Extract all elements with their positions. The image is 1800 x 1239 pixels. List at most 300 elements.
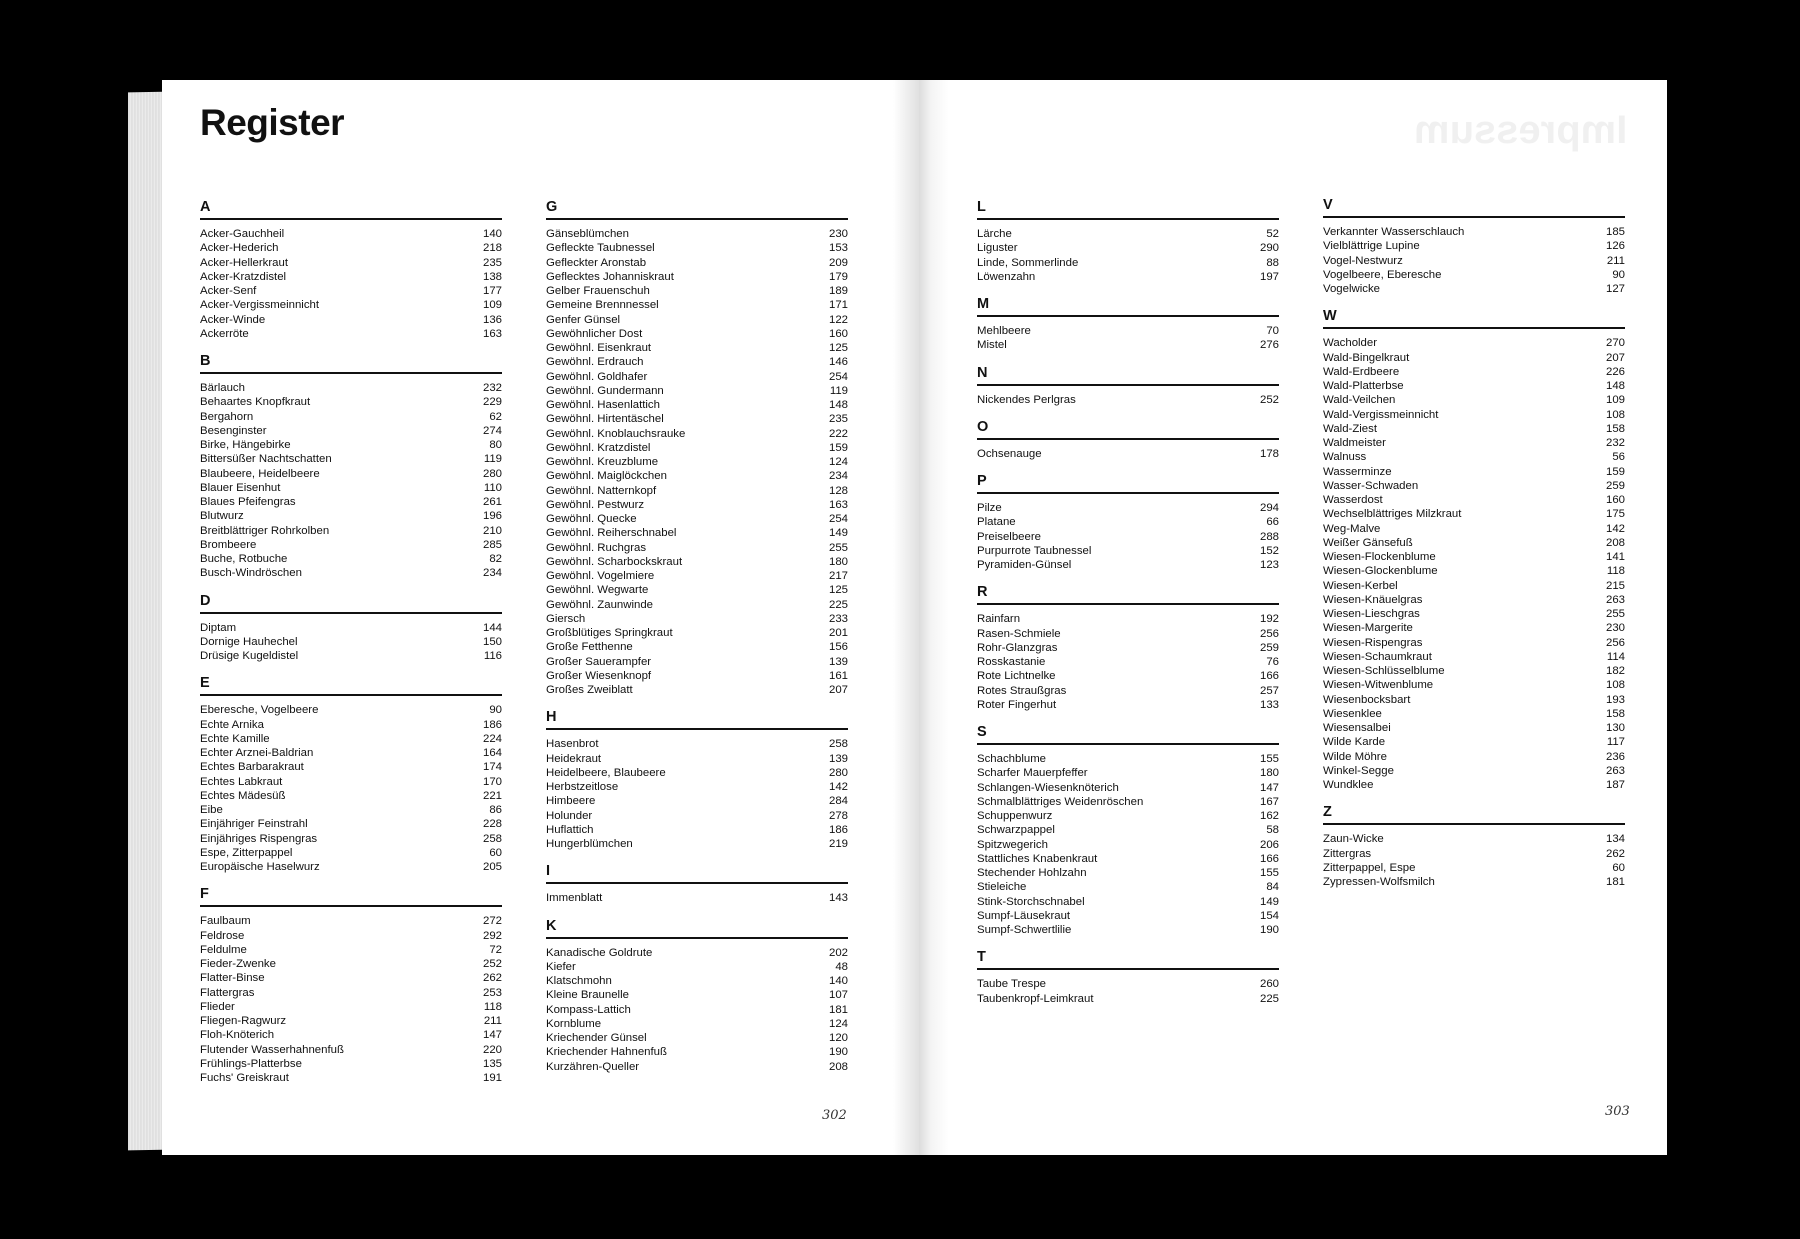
- entry-page: 107: [828, 989, 848, 1002]
- entry-name: Roter Fingerhut: [977, 698, 1057, 711]
- index-section-f: [200, 885, 502, 1085]
- entry-page: 90: [489, 704, 502, 717]
- index-entry: [546, 737, 848, 751]
- index-entry: [1323, 225, 1625, 239]
- entry-page: 162: [1259, 810, 1279, 822]
- entry-page: 119: [483, 453, 502, 466]
- index-entry: [1323, 650, 1625, 664]
- entry-page: 114: [1606, 650, 1625, 663]
- entry-name: Schlangen-Wiesenknöterich: [977, 781, 1119, 794]
- entry-name: Kiefer: [546, 960, 576, 973]
- entry-page: 62: [489, 410, 502, 423]
- entry-name: Rosskastanie: [977, 656, 1046, 668]
- entry-name: Stieleiche: [977, 881, 1027, 894]
- entry-name: Wiesensalbei: [1323, 722, 1391, 734]
- index-entry: [546, 946, 848, 960]
- index-entry: [977, 909, 1279, 923]
- index-entry: [977, 684, 1279, 698]
- index-entry: [1323, 693, 1625, 707]
- entry-page: 208: [1605, 536, 1625, 549]
- entry-name: Scharfer Mauerpfeffer: [977, 767, 1088, 780]
- entry-page: 150: [482, 635, 502, 648]
- entry-page: 109: [1605, 394, 1625, 407]
- entry-name: Purpurrote Taubnessel: [977, 544, 1092, 557]
- entry-page: 109: [482, 299, 502, 312]
- entry-name: Brombeere: [200, 538, 257, 551]
- entry-page: 192: [1259, 613, 1279, 626]
- entry-name: Zypressen-Wolfsmilch: [1323, 876, 1435, 888]
- index-entry: [200, 817, 502, 831]
- entry-page: 190: [1259, 924, 1279, 936]
- index-entry: [200, 256, 502, 270]
- entry-name: Lärche: [977, 228, 1012, 240]
- entry-name: Bärlauch: [200, 382, 245, 394]
- index-entry: [1323, 664, 1625, 678]
- entry-page: 142: [1605, 522, 1625, 535]
- entry-name: Wald-Platterbse: [1323, 380, 1404, 392]
- entry-page: 138: [482, 270, 502, 283]
- entry-name: Genfer Günsel: [546, 313, 621, 326]
- index-entry: [200, 552, 502, 566]
- entry-page: 259: [1605, 479, 1625, 492]
- index-entry: [546, 398, 848, 412]
- entry-name: Sumpf-Läusekraut: [977, 909, 1071, 922]
- index-entry: [977, 880, 1279, 894]
- entry-page: 280: [482, 467, 502, 480]
- entry-page: 193: [1605, 693, 1625, 706]
- index-entry: [200, 566, 502, 580]
- index-entry: [546, 1017, 848, 1031]
- entry-name: Faulbaum: [200, 915, 251, 928]
- entry-page: 186: [828, 823, 848, 836]
- entry-name: Acker-Gauchheil: [200, 228, 285, 240]
- entry-name: Gewöhnl. Natternkopf: [546, 484, 657, 497]
- entry-page: 254: [828, 513, 848, 525]
- index-entry: [977, 338, 1279, 352]
- index-entry: [200, 313, 502, 327]
- entry-page: 221: [482, 789, 502, 802]
- entry-name: Zaun-Wicke: [1323, 833, 1384, 846]
- entry-page: 230: [828, 228, 848, 240]
- entry-name: Gewöhnl. Kratzdistel: [546, 441, 651, 454]
- index-entry: [200, 846, 502, 860]
- entry-page: 208: [828, 1060, 848, 1073]
- index-entry: [977, 866, 1279, 880]
- index-entry: [546, 598, 848, 612]
- entry-page: 82: [489, 553, 502, 565]
- index-entry: [200, 860, 502, 874]
- entry-name: Kanadische Goldrute: [546, 946, 653, 959]
- entry-name: Acker-Senf: [200, 285, 257, 297]
- entry-name: Wiesenbocksbart: [1323, 693, 1411, 706]
- section-letter: Z: [1323, 803, 1625, 825]
- entry-name: Wald-Erdbeere: [1323, 365, 1400, 378]
- entry-name: Vogelbeere, Eberesche: [1323, 268, 1442, 281]
- entry-page: 140: [828, 975, 848, 987]
- index-entry: [1323, 764, 1625, 778]
- entry-page: 147: [482, 1029, 502, 1042]
- entry-page: 116: [483, 650, 502, 662]
- entry-name: Espe, Zitterpappel: [200, 846, 293, 859]
- index-entry: [1323, 607, 1625, 621]
- entry-page: 260: [1259, 978, 1279, 991]
- entry-page: 118: [483, 1000, 502, 1013]
- index-entry: [546, 988, 848, 1002]
- entry-page: 155: [1259, 867, 1279, 879]
- index-entry: [200, 832, 502, 846]
- index-entry: [200, 943, 502, 957]
- entry-page: 262: [482, 972, 502, 985]
- index-section-e: [200, 674, 502, 874]
- index-entry: [977, 838, 1279, 852]
- entry-page: 228: [482, 818, 502, 831]
- entry-name: Gewöhnl. Wegwarte: [546, 584, 649, 597]
- page-number-left: 302: [822, 1108, 847, 1123]
- entry-name: Dornige Hauhechel: [200, 635, 298, 648]
- entry-name: Drüsige Kugeldistel: [200, 650, 299, 662]
- index-entry: [977, 823, 1279, 837]
- index-entry: [1323, 254, 1625, 268]
- entry-name: Gewöhnlicher Dost: [546, 327, 643, 340]
- entry-name: Kornblume: [546, 1017, 602, 1030]
- entry-page: 292: [482, 929, 502, 942]
- index-section-p: [977, 472, 1279, 572]
- index-entry: [200, 746, 502, 760]
- entry-page: 190: [828, 1046, 848, 1059]
- entry-name: Acker-Hellerkraut: [200, 256, 288, 269]
- entry-name: Schmalblättriges Weidenröschen: [977, 795, 1144, 808]
- index-entry: [546, 766, 848, 780]
- index-entry: [200, 971, 502, 985]
- entry-name: Echtes Labkraut: [200, 775, 283, 788]
- entry-page: 160: [1605, 494, 1625, 506]
- entry-page: 211: [1606, 254, 1625, 267]
- entry-name: Preiselbeere: [977, 530, 1041, 543]
- entry-page: 143: [828, 892, 848, 905]
- entry-name: Acker-Kratzdistel: [200, 270, 287, 283]
- index-entry: [200, 410, 502, 424]
- index-entry: [200, 1043, 502, 1057]
- index-entry: [977, 447, 1279, 461]
- entry-name: Immenblatt: [546, 892, 603, 905]
- index-entry: [546, 555, 848, 569]
- index-entry: [546, 227, 848, 241]
- index-entry: [546, 327, 848, 341]
- index-entry: [546, 752, 848, 766]
- index-section-k: [546, 917, 848, 1074]
- entry-name: Eibe: [200, 804, 223, 816]
- index-entry: [200, 929, 502, 943]
- entry-page: 70: [1266, 325, 1279, 337]
- index-entry: [1323, 832, 1625, 846]
- entry-name: Holunder: [546, 809, 593, 822]
- entry-name: Spitzwegerich: [977, 838, 1048, 851]
- index-entry: [546, 455, 848, 469]
- index-entry: [977, 781, 1279, 795]
- index-entry: [546, 441, 848, 455]
- entry-name: Floh-Knöterich: [200, 1029, 275, 1042]
- entry-page: 88: [1266, 256, 1279, 269]
- entry-page: 160: [828, 327, 848, 340]
- entry-page: 149: [828, 527, 848, 540]
- entry-name: Wasser-Schwaden: [1323, 479, 1419, 492]
- entry-name: Stattliches Knabenkraut: [977, 852, 1098, 865]
- entry-name: Zittergras: [1323, 847, 1372, 860]
- index-entry: [546, 256, 848, 270]
- entry-page: 148: [1605, 380, 1625, 392]
- index-entry: [546, 384, 848, 398]
- entry-page: 263: [1605, 764, 1625, 777]
- entry-name: Blaubeere, Heidelbeere: [200, 467, 320, 480]
- index-entry: [977, 627, 1279, 641]
- entry-page: 124: [828, 1017, 848, 1030]
- entry-name: Gewöhnl. Eisenkraut: [546, 342, 652, 354]
- entry-page: 159: [828, 441, 848, 454]
- entry-page: 256: [1259, 627, 1279, 640]
- section-letter: A: [200, 198, 502, 220]
- entry-page: 278: [828, 809, 848, 822]
- entry-name: Verkannter Wasserschlauch: [1323, 226, 1465, 238]
- index-entry: [1323, 861, 1625, 875]
- entry-page: 58: [1266, 824, 1279, 837]
- entry-page: 259: [1259, 641, 1279, 654]
- entry-page: 174: [482, 761, 502, 774]
- entry-name: Ochsenauge: [977, 447, 1042, 460]
- entry-page: 152: [1259, 544, 1279, 557]
- entry-page: 210: [482, 524, 502, 537]
- entry-page: 56: [1612, 451, 1625, 464]
- index-entry: [977, 895, 1279, 909]
- entry-page: 158: [1605, 707, 1625, 720]
- entry-page: 171: [828, 299, 848, 312]
- entry-name: Taubenkropf-Leimkraut: [977, 992, 1094, 1005]
- index-entry: [1323, 436, 1625, 450]
- entry-page: 120: [828, 1032, 848, 1044]
- index-entry: [546, 427, 848, 441]
- entry-page: 181: [1605, 876, 1625, 888]
- entry-name: Vogelwicke: [1323, 283, 1380, 295]
- entry-page: 225: [828, 598, 848, 611]
- entry-page: 117: [1606, 736, 1625, 749]
- entry-page: 147: [1259, 781, 1279, 794]
- entry-page: 123: [1259, 559, 1279, 571]
- entry-name: Wacholder: [1323, 337, 1378, 350]
- right-page: [919, 80, 1667, 1155]
- entry-page: 128: [828, 484, 848, 497]
- index-entry: [200, 538, 502, 552]
- index-entry: [546, 512, 848, 526]
- entry-name: Birke, Hängebirke: [200, 439, 291, 451]
- section-letter: R: [977, 583, 1279, 605]
- entry-name: Gewöhnl. Knoblauchsrauke: [546, 427, 686, 440]
- entry-page: 294: [1259, 502, 1279, 514]
- entry-name: Einjähriger Feinstrahl: [200, 818, 308, 831]
- index-entry: [200, 1028, 502, 1042]
- entry-name: Huflattich: [546, 823, 594, 836]
- entry-name: Wilde Möhre: [1323, 750, 1387, 763]
- show-through-heading: Impressum: [1413, 108, 1627, 152]
- entry-page: 209: [828, 256, 848, 269]
- entry-name: Echte Kamille: [200, 732, 270, 745]
- index-entry: [546, 780, 848, 794]
- entry-name: Rainfarn: [977, 613, 1021, 626]
- entry-page: 226: [1605, 365, 1625, 378]
- entry-name: Gewöhnl. Ruchgras: [546, 541, 647, 554]
- index-entry: [200, 509, 502, 523]
- index-entry: [546, 960, 848, 974]
- entry-page: 139: [828, 752, 848, 765]
- entry-page: 272: [482, 915, 502, 928]
- index-entry: [546, 809, 848, 823]
- index-entry: [977, 544, 1279, 558]
- index-entry: [546, 1045, 848, 1059]
- entry-page: 224: [482, 732, 502, 745]
- entry-name: Fuchs' Greiskraut: [200, 1072, 289, 1084]
- entry-name: Europäische Haselwurz: [200, 861, 320, 873]
- index-entry: [1323, 550, 1625, 564]
- index-section-g: [546, 198, 848, 697]
- entry-name: Sumpf-Schwertlilie: [977, 924, 1072, 936]
- entry-page: 110: [483, 481, 502, 494]
- index-entry: [977, 977, 1279, 991]
- index-entry: [1323, 282, 1625, 296]
- entry-page: 148: [828, 399, 848, 411]
- index-entry: [1323, 479, 1625, 493]
- section-letter: O: [977, 418, 1279, 440]
- entry-name: Pyramiden-Günsel: [977, 559, 1072, 571]
- entry-page: 222: [828, 427, 848, 440]
- entry-name: Wilde Karde: [1323, 736, 1386, 749]
- index-section-a: [200, 198, 502, 341]
- entry-name: Vielblättrige Lupine: [1323, 240, 1420, 253]
- entry-name: Gewöhnl. Scharbockskraut: [546, 555, 683, 568]
- entry-page: 135: [482, 1057, 502, 1070]
- entry-name: Wiesen-Flockenblume: [1323, 551, 1436, 563]
- entry-page: 270: [1605, 337, 1625, 350]
- entry-page: 218: [482, 242, 502, 255]
- index-entry: [977, 669, 1279, 683]
- entry-page: 52: [1266, 228, 1279, 240]
- index-entry: [546, 355, 848, 369]
- index-entry: [200, 1000, 502, 1014]
- entry-name: Schwarzpappel: [977, 824, 1055, 837]
- entry-page: 235: [482, 256, 502, 269]
- index-entry: [977, 766, 1279, 780]
- entry-page: 235: [828, 413, 848, 426]
- section-letter: D: [200, 592, 502, 614]
- index-entry: [546, 270, 848, 284]
- entry-name: Gewöhnl. Goldhafer: [546, 370, 648, 383]
- entry-page: 153: [828, 242, 848, 255]
- section-letter: E: [200, 674, 502, 696]
- entry-name: Bittersüßer Nachtschatten: [200, 453, 332, 466]
- entry-name: Breitblättriger Rohrkolben: [200, 524, 330, 537]
- entry-page: 201: [828, 627, 848, 639]
- index-entry: [546, 498, 848, 512]
- entry-name: Klatschmohn: [546, 975, 612, 987]
- entry-page: 288: [1259, 530, 1279, 543]
- entry-page: 140: [482, 228, 502, 240]
- entry-name: Wasserdost: [1323, 494, 1383, 506]
- section-letter: L: [977, 198, 1279, 220]
- entry-name: Gewöhnl. Erdrauch: [546, 356, 644, 369]
- entry-name: Große Fetthenne: [546, 641, 633, 654]
- index-entry: [977, 324, 1279, 338]
- entry-name: Geflecktes Johanniskraut: [546, 270, 674, 283]
- entry-name: Linde, Sommerlinde: [977, 256, 1079, 269]
- entry-name: Wald-Veilchen: [1323, 394, 1396, 407]
- entry-name: Gewöhnl. Hirtentäschel: [546, 413, 664, 426]
- index-column-2: [546, 198, 848, 1085]
- entry-page: 236: [1605, 750, 1625, 763]
- index-column-1: [200, 198, 502, 1096]
- index-entry: [1323, 875, 1625, 889]
- index-entry: [200, 703, 502, 717]
- index-entry: [200, 270, 502, 284]
- entry-page: 257: [1259, 684, 1279, 697]
- index-entry: [546, 298, 848, 312]
- entry-name: Kurzähren-Queller: [546, 1060, 640, 1073]
- entry-name: Blauer Eisenhut: [200, 481, 281, 494]
- index-entry: [200, 635, 502, 649]
- entry-name: Weißer Gänsefuß: [1323, 536, 1413, 549]
- entry-name: Fieder-Zwenke: [200, 958, 276, 970]
- entry-page: 258: [828, 738, 848, 751]
- entry-page: 207: [1605, 351, 1625, 364]
- entry-name: Acker-Winde: [200, 313, 266, 326]
- entry-page: 60: [1612, 861, 1625, 874]
- entry-name: Wiesenklee: [1323, 707, 1382, 720]
- entry-name: Mehlbeere: [977, 325, 1031, 337]
- index-entry: [1323, 678, 1625, 692]
- entry-name: Rohr-Glanzgras: [977, 641, 1058, 654]
- entry-page: 72: [489, 943, 502, 956]
- index-entry: [546, 626, 848, 640]
- entry-name: Feldrose: [200, 929, 245, 942]
- index-entry: [546, 837, 848, 851]
- entry-name: Busch-Windröschen: [200, 567, 302, 580]
- index-entry: [1323, 579, 1625, 593]
- entry-name: Pilze: [977, 502, 1002, 514]
- entry-page: 154: [1259, 909, 1279, 922]
- entry-name: Hungerblümchen: [546, 838, 633, 850]
- index-entry: [1323, 351, 1625, 365]
- entry-name: Giersch: [546, 612, 586, 625]
- index-entry: [977, 270, 1279, 284]
- entry-name: Gelber Frauenschuh: [546, 285, 650, 297]
- entry-page: 161: [828, 669, 848, 682]
- entry-name: Weg-Malve: [1323, 522, 1381, 535]
- entry-page: 136: [482, 313, 502, 326]
- section-letter: F: [200, 885, 502, 907]
- index-entry: [200, 284, 502, 298]
- entry-name: Fliegen-Ragwurz: [200, 1015, 287, 1027]
- entry-name: Gewöhnl. Kreuzblume: [546, 456, 659, 468]
- entry-name: Wasserminze: [1323, 465, 1392, 478]
- entry-page: 180: [828, 555, 848, 568]
- entry-name: Waldmeister: [1323, 437, 1386, 449]
- index-section-d: [200, 592, 502, 664]
- index-entry: [546, 794, 848, 808]
- index-entry: [977, 698, 1279, 712]
- entry-page: 233: [828, 612, 848, 625]
- index-entry: [200, 649, 502, 663]
- entry-page: 207: [828, 684, 848, 696]
- entry-name: Echter Arznei-Baldrian: [200, 747, 314, 759]
- entry-page: 90: [1612, 268, 1625, 281]
- index-section-n: [977, 364, 1279, 407]
- entry-name: Kleine Braunelle: [546, 989, 629, 1002]
